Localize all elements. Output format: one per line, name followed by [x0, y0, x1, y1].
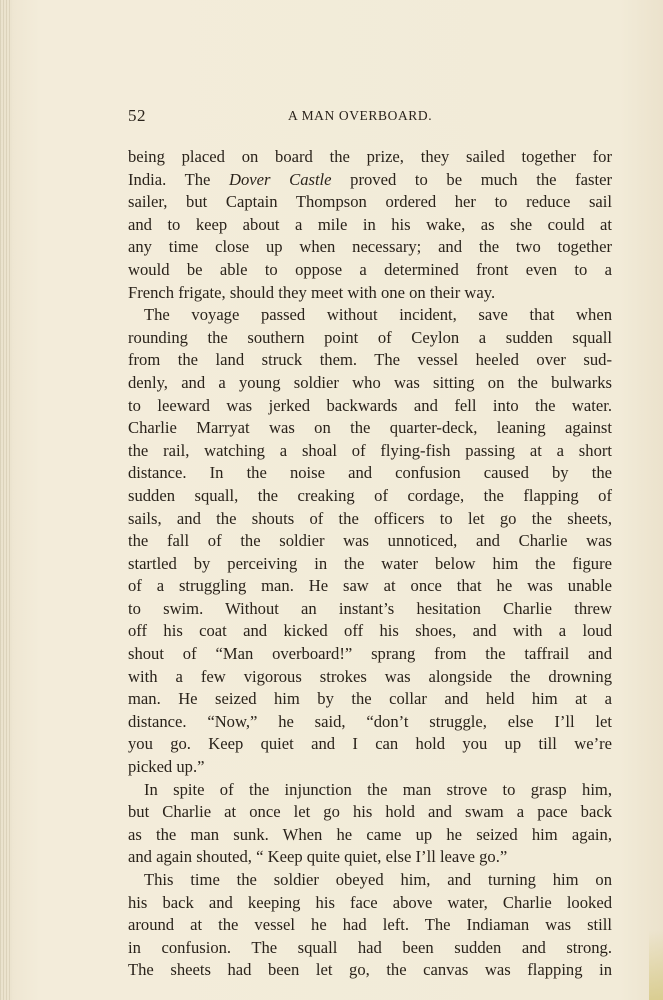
text-line: Charlie Marryat was on the quarter-deck, leaning against — [128, 418, 612, 438]
text-line: French frigate, should they meet with one on their way. — [128, 282, 496, 302]
text-line: his back and keeping his face above water, Charlie looked — [128, 892, 612, 912]
text-line: any time close up when necessary; and the two together — [128, 237, 612, 257]
running-head: A MAN OVERBOARD. — [288, 108, 433, 123]
text-segment: proved to be much the faster — [331, 169, 612, 189]
text-line: man. He seized him by the collar and held him at a — [128, 689, 612, 709]
text-line: distance. “Now,” he said, “don’t struggle, else I’ll let — [128, 711, 612, 731]
text-line: to swim. Without an instant’s hesitation Charlie threw — [128, 598, 612, 618]
text-line: from the land struck them. The vessel heeled over sud- — [128, 350, 612, 370]
binding-gutter — [0, 0, 12, 1000]
text-line: but Charlie at once let go his hold and swam a pace back — [128, 802, 612, 822]
text-line: the rail, watching a shoal of flying-fish passing at a short — [128, 440, 612, 460]
text-line: around at the vessel he had left. The Indiaman was still — [128, 915, 612, 935]
text-line: off his coat and kicked off his shoes, and with a loud — [128, 621, 612, 641]
text-line: shout of “Man overboard!” sprang from the taffrail and — [128, 644, 612, 664]
text-line: being placed on board the prize, they sailed together for — [128, 147, 612, 166]
text-line: with a few vigorous strokes was alongside the drowning — [128, 666, 612, 686]
text-line: The sheets had been let go, the canvas was flapping in — [128, 960, 612, 980]
text-line: and again shouted, “ Keep quite quiet, else I’ll leave go.” — [128, 847, 508, 867]
text-line: picked up.” — [128, 757, 205, 777]
page-header — [128, 106, 612, 128]
text-line: as the man sunk. When he came up he seized him again, — [128, 824, 612, 844]
text-line: in confusion. The squall had been sudden and strong. — [128, 937, 612, 957]
ship-name: Dover Castle — [229, 169, 332, 189]
text-line: sudden squall, the creaking of cordage, the flapping of — [128, 485, 612, 505]
text-line: rounding the southern point of Ceylon a sudden squall — [128, 327, 612, 347]
text-line: to leeward was jerked backwards and fell into the water. — [128, 395, 612, 415]
text-line: of a struggling man. He saw at once that he was unable — [128, 576, 612, 596]
text-line: sails, and the shouts of the officers to let go the sheets, — [128, 508, 612, 528]
text-line: would be able to oppose a determined front even to a — [128, 259, 612, 279]
text-line: startled by perceiving in the water below him the figure — [128, 553, 612, 573]
text-line: This time the soldier obeyed him, and turning him on — [144, 870, 612, 889]
text-line: and to keep about a mile in his wake, as she could at — [128, 214, 612, 234]
page-stain — [649, 930, 663, 1000]
text-line: you go. Keep quiet and I can hold you up till we’re — [128, 734, 612, 754]
text-line: The voyage passed without incident, save that when — [144, 305, 612, 325]
text-line: the fall of the soldier was unnoticed, and Charlie was — [128, 531, 612, 551]
text-line: sailer, but Captain Thompson ordered her to reduce sail — [128, 192, 612, 212]
text-line — [128, 169, 612, 192]
text-line: In spite of the injunction the man strove to grasp him, — [144, 779, 612, 799]
body-text — [128, 146, 612, 982]
text-line: distance. In the noise and confusion caused by the — [128, 463, 612, 483]
text-segment: India. The — [128, 169, 230, 189]
page-number: 52 — [128, 106, 146, 125]
text-line: denly, and a young soldier who was sitting on the bulwarks — [128, 372, 612, 392]
